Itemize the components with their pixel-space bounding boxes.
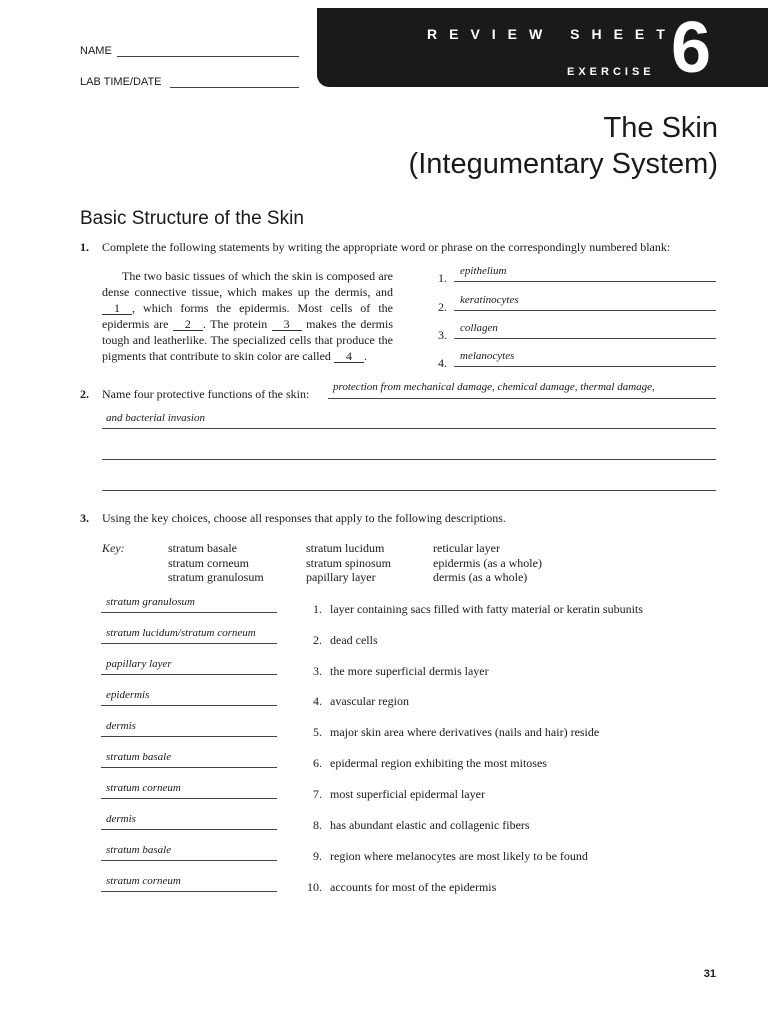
key-item: stratum granulosum — [168, 570, 264, 584]
q3-row-2-line[interactable] — [101, 643, 277, 644]
q3-row-9-answer: stratum basale — [106, 844, 172, 856]
q3-row-3-desc: the more superficial dermis layer — [330, 664, 489, 678]
banner-exercise-label: EXERCISE — [567, 66, 655, 78]
q1-answer-3-num: 3. — [438, 328, 447, 342]
page-title-line1: The Skin — [603, 112, 718, 144]
q1-blank-2: 2 — [173, 318, 203, 331]
q3-row-4-answer: epidermis — [106, 689, 150, 701]
labtime-field[interactable] — [170, 87, 299, 88]
q3-row-4-line[interactable] — [101, 705, 277, 706]
key-item: stratum lucidum — [306, 541, 385, 555]
section-heading: Basic Structure of the Skin — [80, 208, 304, 229]
q3-row-8-answer: dermis — [106, 813, 136, 825]
key-item: stratum spinosum — [306, 555, 392, 570]
q3-row-9-num: 9. — [313, 849, 322, 863]
labtime-label: LAB TIME/DATE — [80, 76, 162, 88]
q1-answer-2: keratinocytes — [460, 294, 519, 306]
key-column-2 — [306, 541, 391, 585]
q1-answer-2-line[interactable] — [454, 310, 716, 311]
q3-row-3-answer: papillary layer — [106, 658, 172, 670]
q3-row-2-num: 2. — [313, 633, 322, 647]
q3-prompt: Using the key choices, choose all responses that apply to the following descriptions. — [102, 511, 506, 525]
q1-answer-1-num: 1. — [438, 271, 447, 285]
q3-row-9-line[interactable] — [101, 860, 277, 861]
key-item: reticular layer — [433, 541, 500, 555]
q3-number: 3. — [80, 511, 89, 525]
q3-row-4-desc: avascular region — [330, 694, 409, 708]
q1-answer-1: epithelium — [460, 265, 507, 277]
q3-row-6-answer: stratum basale — [106, 751, 172, 763]
q3-row-5-line[interactable] — [101, 736, 277, 737]
q3-row-1-answer: stratum granulosum — [106, 596, 195, 608]
key-item: stratum basale — [168, 541, 237, 555]
q3-row-7-desc: most superficial epidermal layer — [330, 787, 485, 801]
page-number: 31 — [703, 968, 716, 980]
exercise-number: 6 — [671, 8, 712, 88]
q3-row-7-num: 7. — [313, 787, 322, 801]
key-item: papillary layer — [306, 570, 376, 584]
name-label: NAME — [80, 45, 112, 57]
q3-row-6-desc: epidermal region exhibiting the most mitoses — [330, 756, 547, 770]
q3-row-2-desc: dead cells — [330, 633, 378, 647]
q3-row-9-desc: region where melanocytes are most likely to be found — [330, 849, 588, 863]
q3-row-2-answer: stratum lucidum/stratum corneum — [106, 627, 256, 639]
q3-row-6-num: 6. — [313, 756, 322, 770]
q3-row-7-answer: stratum corneum — [106, 782, 181, 794]
q1-blank-3: 3 — [272, 318, 302, 331]
page-title-line2: (Integumentary System) — [408, 148, 718, 180]
key-label: Key: — [102, 541, 125, 555]
q3-row-10-line[interactable] — [101, 891, 277, 892]
key-item: stratum corneum — [168, 555, 249, 570]
q3-row-3-line[interactable] — [101, 674, 277, 675]
q3-row-10-answer: stratum corneum — [106, 875, 181, 887]
q3-row-8-num: 8. — [313, 818, 322, 832]
q3-row-5-answer: dermis — [106, 720, 136, 732]
q1-answer-3-line[interactable] — [454, 338, 716, 339]
q1-text-3: . The protein — [202, 317, 268, 331]
key-column-3 — [433, 541, 542, 585]
q2-answer-1: protection from mechanical damage, chemical damage, thermal damage, — [333, 381, 655, 393]
q2-answer-line-1[interactable] — [328, 398, 716, 399]
q1-answer-1-line[interactable] — [454, 281, 716, 282]
q3-row-6-line[interactable] — [101, 767, 277, 768]
q3-row-1-num: 1. — [313, 602, 322, 616]
q3-row-5-desc: major skin area where derivatives (nails and hair) reside — [330, 725, 600, 739]
q1-answer-3: collagen — [460, 322, 498, 334]
q1-text-1: The two basic tissues of which the skin is composed are dense connective tissue, which makes up the dermis, and — [102, 269, 393, 299]
banner-title: REVIEW SHEET — [427, 26, 677, 42]
q2-answer-2: and bacterial invasion — [106, 412, 205, 424]
q2-answer-line-4[interactable] — [102, 490, 716, 491]
q3-row-10-desc: accounts for most of the epidermis — [330, 880, 497, 894]
q3-row-7-line[interactable] — [101, 798, 277, 799]
q1-answer-4-line[interactable] — [454, 366, 716, 367]
q3-row-3-num: 3. — [313, 664, 322, 678]
q2-answer-line-3[interactable] — [102, 459, 716, 460]
q1-blank-4: 4 — [334, 350, 364, 363]
q3-row-10-num: 10. — [307, 880, 322, 894]
q3-row-4-num: 4. — [313, 694, 322, 708]
q2-prompt: Name four protective functions of the skin: — [102, 387, 310, 401]
q3-row-5-num: 5. — [313, 725, 322, 739]
q1-prompt: Complete the following statements by writing the appropriate word or phrase on the correspondingly numbered blank: — [102, 240, 671, 254]
q1-answer-4: melanocytes — [460, 350, 515, 362]
q1-text-4: makes the dermis tough and leatherlike. The specialized cells that produce the pigments that contribute to skin color are called — [102, 317, 394, 363]
q1-answer-2-num: 2. — [438, 300, 447, 314]
q2-answer-line-2[interactable] — [102, 428, 716, 429]
q2-number: 2. — [80, 387, 89, 401]
q1-text-5: . — [363, 349, 367, 363]
q3-row-1-desc: layer containing sacs filled with fatty material or keratin subunits — [330, 602, 643, 616]
name-field[interactable] — [117, 56, 299, 57]
key-item: dermis (as a whole) — [433, 570, 528, 584]
q3-row-8-line[interactable] — [101, 829, 277, 830]
review-sheet-banner — [317, 8, 768, 87]
q3-row-8-desc: has abundant elastic and collagenic fibers — [330, 818, 530, 832]
q1-answer-4-num: 4. — [438, 356, 447, 370]
q1-blank-1: 1 — [102, 302, 132, 315]
q1-number: 1. — [80, 240, 89, 254]
key-item: epidermis (as a whole) — [433, 555, 542, 570]
key-column-1 — [168, 541, 264, 585]
q3-row-1-line[interactable] — [101, 612, 277, 613]
q1-text-2: , which forms the epidermis. Most cells of the epidermis are — [102, 301, 393, 331]
q1-paragraph — [102, 268, 393, 364]
